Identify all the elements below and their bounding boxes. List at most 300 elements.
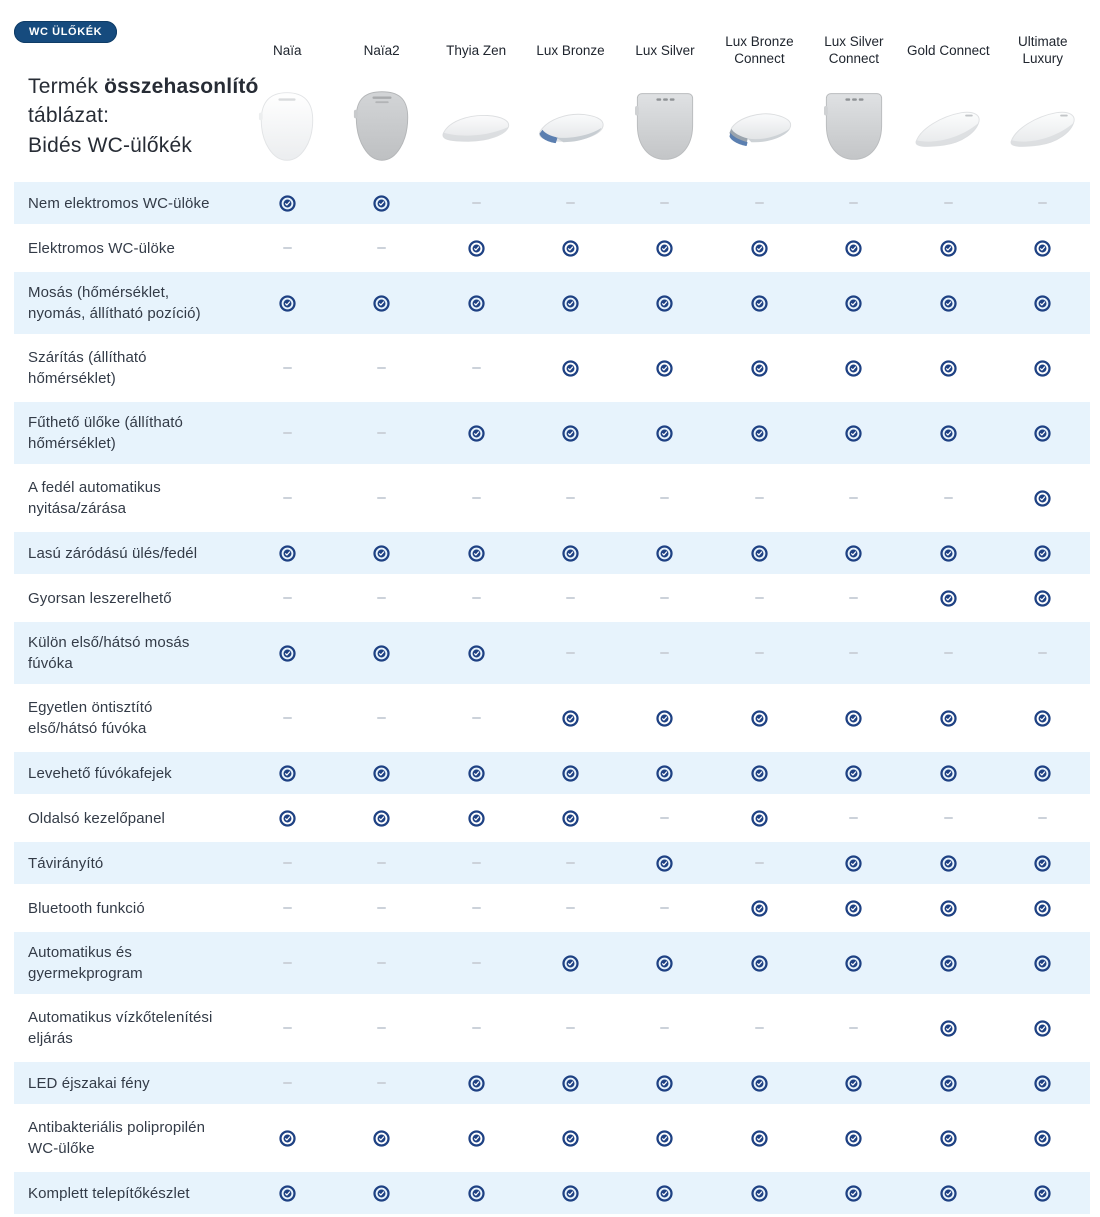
feature-cell bbox=[618, 842, 712, 884]
feature-cell bbox=[429, 402, 523, 464]
no-feature-dash bbox=[944, 652, 953, 654]
no-feature-dash bbox=[283, 907, 292, 909]
feature-cell bbox=[996, 1062, 1090, 1104]
feature-check-icon bbox=[940, 425, 957, 442]
no-feature-dash bbox=[849, 817, 858, 819]
column-header-lux-bronze: Lux Bronze bbox=[536, 42, 605, 58]
feature-row-sz-r-t-s-ll-that-h-m-rs-klet bbox=[14, 337, 1090, 399]
feature-cell bbox=[429, 1107, 523, 1169]
feature-cell bbox=[712, 752, 806, 794]
feature-check-icon bbox=[1034, 1075, 1051, 1092]
feature-cell bbox=[712, 402, 806, 464]
feature-label: Lasú záródású ülés/fedél bbox=[28, 544, 198, 562]
feature-cell bbox=[429, 227, 523, 269]
feature-check-icon bbox=[468, 425, 485, 442]
feature-cell bbox=[901, 272, 995, 334]
feature-label: Mosás (hőmérséklet, nyomás, állítható pozíció) bbox=[28, 284, 201, 322]
feature-cell bbox=[334, 182, 428, 224]
feature-cell bbox=[618, 1062, 712, 1104]
feature-check-icon bbox=[845, 765, 862, 782]
feature-cell bbox=[807, 842, 901, 884]
feature-cell bbox=[996, 1172, 1090, 1214]
feature-check-icon bbox=[656, 710, 673, 727]
no-feature-dash bbox=[377, 1027, 386, 1029]
column-header-lux-silver: Lux Silver bbox=[635, 42, 695, 58]
seat-side-blue-accent-icon bbox=[531, 83, 611, 169]
no-feature-dash bbox=[849, 597, 858, 599]
feature-cell bbox=[712, 797, 806, 839]
feature-cell bbox=[996, 997, 1090, 1059]
feature-row-egyetlen-ntiszt-t-els-h-ts-f-v-ka bbox=[14, 687, 1090, 749]
feature-cell bbox=[807, 932, 901, 994]
feature-check-icon bbox=[468, 765, 485, 782]
no-feature-dash bbox=[377, 717, 386, 719]
feature-cell bbox=[996, 687, 1090, 749]
feature-cell bbox=[240, 1172, 334, 1214]
feature-check-icon bbox=[845, 900, 862, 917]
feature-check-icon bbox=[656, 1130, 673, 1147]
feature-cell bbox=[523, 622, 617, 684]
feature-cell bbox=[807, 887, 901, 929]
feature-cell bbox=[807, 622, 901, 684]
feature-check-icon bbox=[279, 295, 296, 312]
feature-cell bbox=[429, 182, 523, 224]
no-feature-dash bbox=[377, 907, 386, 909]
column-header-gold-connect: Gold Connect bbox=[907, 42, 990, 58]
feature-check-icon bbox=[373, 810, 390, 827]
feature-cell bbox=[334, 752, 428, 794]
category-badge: WC ÜLŐKÉK bbox=[14, 21, 117, 43]
feature-cell bbox=[901, 752, 995, 794]
no-feature-dash bbox=[472, 1027, 481, 1029]
feature-check-icon bbox=[1034, 765, 1051, 782]
feature-check-icon bbox=[562, 295, 579, 312]
feature-cell bbox=[334, 467, 428, 529]
feature-cell bbox=[334, 402, 428, 464]
feature-check-icon bbox=[279, 1185, 296, 1202]
feature-cell bbox=[996, 577, 1090, 619]
feature-cell bbox=[807, 797, 901, 839]
no-feature-dash bbox=[377, 497, 386, 499]
no-feature-dash bbox=[472, 962, 481, 964]
feature-cell bbox=[523, 337, 617, 399]
feature-cell bbox=[712, 337, 806, 399]
column-header-na-a2: Naïa2 bbox=[363, 42, 400, 58]
feature-cell bbox=[334, 577, 428, 619]
feature-check-icon bbox=[1034, 360, 1051, 377]
feature-cell bbox=[334, 842, 428, 884]
feature-cell bbox=[240, 182, 334, 224]
feature-cell bbox=[807, 997, 901, 1059]
feature-label: Gyorsan leszerelhető bbox=[28, 589, 172, 607]
no-feature-dash bbox=[944, 817, 953, 819]
no-feature-dash bbox=[283, 962, 292, 964]
feature-check-icon bbox=[1034, 490, 1051, 507]
feature-cell bbox=[334, 622, 428, 684]
feature-cell bbox=[429, 337, 523, 399]
no-feature-dash bbox=[660, 817, 669, 819]
feature-row-komplett-telep-t-k-szlet bbox=[14, 1172, 1090, 1214]
feature-check-icon bbox=[940, 545, 957, 562]
feature-check-icon bbox=[751, 955, 768, 972]
no-feature-dash bbox=[566, 597, 575, 599]
feature-cell bbox=[712, 1172, 806, 1214]
feature-cell bbox=[807, 227, 901, 269]
feature-row-las-z-r-d-s-l-s-fed-l bbox=[14, 532, 1090, 574]
feature-cell bbox=[334, 272, 428, 334]
feature-check-icon bbox=[1034, 240, 1051, 257]
feature-cell bbox=[996, 182, 1090, 224]
feature-label: Levehető fúvókafejek bbox=[28, 764, 172, 782]
feature-cell bbox=[996, 622, 1090, 684]
feature-cell bbox=[429, 752, 523, 794]
feature-check-icon bbox=[562, 1075, 579, 1092]
feature-check-icon bbox=[751, 1130, 768, 1147]
feature-check-icon bbox=[562, 765, 579, 782]
feature-label: Fűthető ülőke (állítható hőmérséklet) bbox=[28, 414, 183, 452]
feature-cell bbox=[807, 1107, 901, 1169]
feature-cell bbox=[429, 577, 523, 619]
feature-check-icon bbox=[562, 240, 579, 257]
product-image-na-a bbox=[240, 76, 334, 176]
feature-cell bbox=[429, 622, 523, 684]
feature-check-icon bbox=[845, 1130, 862, 1147]
no-feature-dash bbox=[283, 597, 292, 599]
feature-cell bbox=[618, 577, 712, 619]
feature-check-icon bbox=[373, 1130, 390, 1147]
feature-label: Komplett telepítőkészlet bbox=[28, 1184, 190, 1202]
no-feature-dash bbox=[472, 717, 481, 719]
seat-side-wedge-white-icon bbox=[1003, 83, 1083, 169]
feature-label: Automatikus vízkőtelenítési eljárás bbox=[28, 1009, 213, 1047]
feature-label: Nem elektromos WC-ülöke bbox=[28, 194, 210, 212]
feature-row-levehet-f-v-kafejek bbox=[14, 752, 1090, 794]
feature-cell bbox=[240, 797, 334, 839]
no-feature-dash bbox=[944, 202, 953, 204]
column-header-thyia-zen: Thyia Zen bbox=[446, 42, 507, 58]
feature-cell bbox=[523, 577, 617, 619]
feature-check-icon bbox=[940, 855, 957, 872]
feature-check-icon bbox=[373, 295, 390, 312]
feature-label: Bluetooth funkció bbox=[28, 899, 145, 917]
feature-row-automatikus-s-gyermekprogram bbox=[14, 932, 1090, 994]
feature-cell bbox=[429, 842, 523, 884]
feature-cell bbox=[712, 227, 806, 269]
no-feature-dash bbox=[283, 1027, 292, 1029]
feature-check-icon bbox=[1034, 900, 1051, 917]
feature-label: Automatikus és gyermekprogram bbox=[28, 944, 143, 982]
feature-check-icon bbox=[656, 765, 673, 782]
feature-cell bbox=[334, 797, 428, 839]
feature-cell bbox=[901, 337, 995, 399]
feature-cell bbox=[334, 1107, 428, 1169]
feature-check-icon bbox=[1034, 590, 1051, 607]
feature-cell bbox=[240, 402, 334, 464]
no-feature-dash bbox=[849, 202, 858, 204]
feature-check-icon bbox=[279, 810, 296, 827]
feature-label: Elektromos WC-ülöke bbox=[28, 239, 175, 257]
seat-top-square-gray-icon bbox=[814, 83, 894, 169]
feature-cell bbox=[523, 997, 617, 1059]
feature-check-icon bbox=[940, 240, 957, 257]
feature-check-icon bbox=[656, 425, 673, 442]
feature-cell bbox=[523, 932, 617, 994]
feature-cell bbox=[429, 797, 523, 839]
feature-cell bbox=[901, 842, 995, 884]
feature-check-icon bbox=[845, 855, 862, 872]
feature-cell bbox=[523, 797, 617, 839]
no-feature-dash bbox=[1038, 817, 1047, 819]
column-header-lux-bronze-connect: Lux Bronze Connect bbox=[725, 34, 794, 66]
feature-cell bbox=[901, 532, 995, 574]
feature-check-icon bbox=[1034, 955, 1051, 972]
feature-check-icon bbox=[940, 590, 957, 607]
no-feature-dash bbox=[660, 202, 669, 204]
feature-cell bbox=[807, 577, 901, 619]
feature-cell bbox=[712, 182, 806, 224]
product-image-lux-silver bbox=[618, 76, 712, 176]
feature-check-icon bbox=[562, 810, 579, 827]
product-image-lux-silver-connect bbox=[807, 76, 901, 176]
feature-check-icon bbox=[845, 955, 862, 972]
feature-cell bbox=[240, 842, 334, 884]
no-feature-dash bbox=[660, 1027, 669, 1029]
feature-cell bbox=[523, 887, 617, 929]
feature-cell bbox=[618, 622, 712, 684]
feature-check-icon bbox=[1034, 1020, 1051, 1037]
feature-check-icon bbox=[940, 360, 957, 377]
feature-cell bbox=[901, 1107, 995, 1169]
feature-cell bbox=[712, 622, 806, 684]
feature-cell bbox=[429, 687, 523, 749]
no-feature-dash bbox=[1038, 652, 1047, 654]
feature-check-icon bbox=[656, 295, 673, 312]
feature-check-icon bbox=[751, 545, 768, 562]
feature-cell bbox=[618, 932, 712, 994]
feature-cell bbox=[996, 1107, 1090, 1169]
feature-cell bbox=[996, 797, 1090, 839]
feature-check-icon bbox=[940, 1130, 957, 1147]
feature-cell bbox=[996, 467, 1090, 529]
feature-cell bbox=[712, 272, 806, 334]
feature-cell bbox=[240, 577, 334, 619]
column-header-ultimate-luxury: Ultimate Luxury bbox=[1018, 34, 1068, 66]
feature-check-icon bbox=[751, 1075, 768, 1092]
feature-check-icon bbox=[751, 810, 768, 827]
feature-row-gyorsan-leszerelhet bbox=[14, 577, 1090, 619]
feature-check-icon bbox=[656, 1185, 673, 1202]
no-feature-dash bbox=[377, 247, 386, 249]
feature-cell bbox=[712, 1062, 806, 1104]
feature-check-icon bbox=[468, 810, 485, 827]
feature-cell bbox=[429, 997, 523, 1059]
feature-cell bbox=[334, 887, 428, 929]
feature-row-bluetooth-funkci bbox=[14, 887, 1090, 929]
feature-cell bbox=[523, 227, 617, 269]
feature-cell bbox=[712, 532, 806, 574]
feature-cell bbox=[901, 227, 995, 269]
product-image-lux-bronze bbox=[523, 76, 617, 176]
feature-check-icon bbox=[751, 360, 768, 377]
feature-check-icon bbox=[562, 425, 579, 442]
feature-cell bbox=[334, 1172, 428, 1214]
feature-cell bbox=[429, 1172, 523, 1214]
product-image-ultimate-luxury bbox=[996, 76, 1090, 176]
feature-cell bbox=[996, 402, 1090, 464]
feature-label: Külön első/hátsó mosás fúvóka bbox=[28, 634, 190, 672]
feature-cell bbox=[807, 1062, 901, 1104]
feature-check-icon bbox=[751, 295, 768, 312]
feature-check-icon bbox=[940, 710, 957, 727]
feature-cell bbox=[712, 932, 806, 994]
feature-cell bbox=[240, 337, 334, 399]
seat-side-layered-icon bbox=[719, 83, 799, 169]
feature-check-icon bbox=[656, 360, 673, 377]
feature-check-icon bbox=[373, 1185, 390, 1202]
feature-cell bbox=[240, 1062, 334, 1104]
feature-label: Szárítás (állítható hőmérséklet) bbox=[28, 349, 147, 387]
feature-cell bbox=[240, 932, 334, 994]
no-feature-dash bbox=[660, 652, 669, 654]
feature-cell bbox=[807, 752, 901, 794]
feature-check-icon bbox=[940, 1075, 957, 1092]
feature-cell bbox=[240, 1107, 334, 1169]
feature-label: Oldalsó kezelőpanel bbox=[28, 809, 165, 827]
feature-cell bbox=[240, 227, 334, 269]
feature-check-icon bbox=[845, 425, 862, 442]
feature-cell bbox=[996, 337, 1090, 399]
product-image-lux-bronze-connect bbox=[712, 76, 806, 176]
feature-check-icon bbox=[845, 295, 862, 312]
feature-cell bbox=[807, 532, 901, 574]
no-feature-dash bbox=[377, 862, 386, 864]
feature-check-icon bbox=[1034, 295, 1051, 312]
column-header-na-a: Naïa bbox=[272, 42, 302, 58]
feature-cell bbox=[429, 887, 523, 929]
feature-cell bbox=[901, 687, 995, 749]
feature-cell bbox=[523, 687, 617, 749]
feature-row-nem-elektromos-wc-l-ke bbox=[14, 182, 1090, 224]
feature-cell bbox=[618, 997, 712, 1059]
feature-label: Antibakteriális polipropilén WC-ülőke bbox=[28, 1119, 206, 1157]
feature-row-antibakteri-lis-polipropil-n-wc-l-ke bbox=[14, 1107, 1090, 1169]
no-feature-dash bbox=[472, 497, 481, 499]
no-feature-dash bbox=[849, 1027, 858, 1029]
no-feature-dash bbox=[849, 497, 858, 499]
feature-cell bbox=[807, 402, 901, 464]
seat-top-oval-gray-icon bbox=[342, 83, 422, 169]
column-header-row bbox=[14, 26, 1090, 76]
feature-row-t-vir-ny-t bbox=[14, 842, 1090, 884]
feature-row-a-fed-l-automatikus-nyit-sa-z-r-sa bbox=[14, 467, 1090, 529]
feature-check-icon bbox=[562, 1185, 579, 1202]
feature-check-icon bbox=[373, 195, 390, 212]
feature-cell bbox=[901, 932, 995, 994]
image-row-spacer bbox=[14, 76, 240, 176]
feature-cell bbox=[901, 997, 995, 1059]
feature-cell bbox=[807, 272, 901, 334]
no-feature-dash bbox=[566, 652, 575, 654]
feature-check-icon bbox=[845, 545, 862, 562]
feature-cell bbox=[996, 842, 1090, 884]
no-feature-dash bbox=[566, 862, 575, 864]
feature-cell bbox=[429, 272, 523, 334]
feature-cell bbox=[712, 1107, 806, 1169]
feature-check-icon bbox=[940, 1185, 957, 1202]
feature-cell bbox=[240, 272, 334, 334]
feature-cell bbox=[240, 887, 334, 929]
no-feature-dash bbox=[566, 907, 575, 909]
no-feature-dash bbox=[377, 432, 386, 434]
no-feature-dash bbox=[472, 367, 481, 369]
no-feature-dash bbox=[377, 597, 386, 599]
seat-side-slim-white-icon bbox=[436, 83, 516, 169]
no-feature-dash bbox=[283, 497, 292, 499]
no-feature-dash bbox=[377, 367, 386, 369]
product-image-row bbox=[14, 76, 1090, 176]
feature-cell bbox=[996, 227, 1090, 269]
feature-cell bbox=[523, 752, 617, 794]
title-bold-text: összehasonlító bbox=[104, 75, 259, 98]
no-feature-dash bbox=[660, 907, 669, 909]
feature-check-icon bbox=[751, 1185, 768, 1202]
no-feature-dash bbox=[283, 247, 292, 249]
no-feature-dash bbox=[472, 597, 481, 599]
feature-cell bbox=[901, 887, 995, 929]
feature-check-icon bbox=[845, 240, 862, 257]
feature-cell bbox=[618, 467, 712, 529]
no-feature-dash bbox=[849, 652, 858, 654]
no-feature-dash bbox=[472, 907, 481, 909]
feature-cell bbox=[712, 467, 806, 529]
no-feature-dash bbox=[566, 202, 575, 204]
feature-cell bbox=[712, 887, 806, 929]
feature-check-icon bbox=[656, 240, 673, 257]
feature-cell bbox=[240, 532, 334, 574]
column-header-lux-silver-connect: Lux Silver Connect bbox=[824, 34, 884, 66]
feature-row-f-thet-l-ke-ll-that-h-m-rs-klet bbox=[14, 402, 1090, 464]
no-feature-dash bbox=[283, 717, 292, 719]
feature-cell bbox=[901, 797, 995, 839]
feature-cell bbox=[618, 797, 712, 839]
feature-cell bbox=[807, 337, 901, 399]
feature-cell bbox=[429, 467, 523, 529]
feature-check-icon bbox=[940, 295, 957, 312]
feature-cell bbox=[618, 337, 712, 399]
feature-check-icon bbox=[468, 1075, 485, 1092]
no-feature-dash bbox=[566, 497, 575, 499]
no-feature-dash bbox=[377, 1082, 386, 1084]
feature-cell bbox=[901, 1172, 995, 1214]
feature-check-icon bbox=[468, 645, 485, 662]
no-feature-dash bbox=[283, 1082, 292, 1084]
seat-top-oval-white-icon bbox=[247, 83, 327, 169]
feature-check-icon bbox=[468, 1130, 485, 1147]
feature-cell bbox=[334, 227, 428, 269]
feature-cell bbox=[618, 1172, 712, 1214]
no-feature-dash bbox=[283, 432, 292, 434]
feature-check-icon bbox=[751, 900, 768, 917]
feature-cell bbox=[618, 402, 712, 464]
feature-check-icon bbox=[656, 955, 673, 972]
feature-row-led-jszakai-f-ny bbox=[14, 1062, 1090, 1104]
feature-cell bbox=[618, 532, 712, 574]
feature-cell bbox=[334, 687, 428, 749]
feature-check-icon bbox=[279, 765, 296, 782]
feature-cell bbox=[807, 467, 901, 529]
no-feature-dash bbox=[660, 597, 669, 599]
feature-check-icon bbox=[940, 1020, 957, 1037]
